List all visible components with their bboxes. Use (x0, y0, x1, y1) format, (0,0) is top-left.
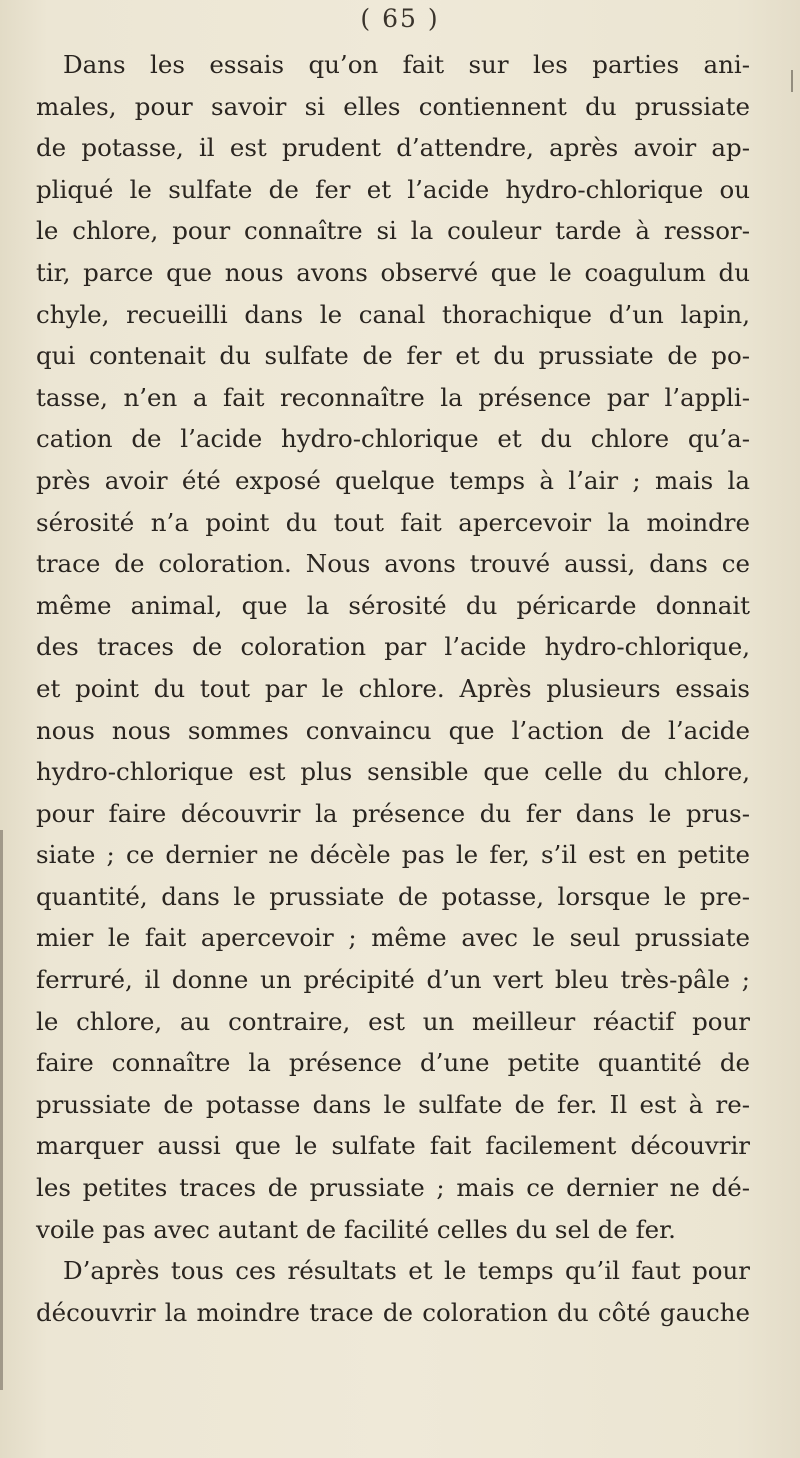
text-line: faire connaître la présence d’une petite quantité de (36, 1048, 750, 1078)
text-line: les petites traces de prussiate ; mais ce dernier ne dé- (36, 1173, 750, 1203)
body-text (36, 44, 750, 1333)
page-number: ( 65 ) (360, 4, 440, 33)
text-line: chyle, recueilli dans le canal thorachique d’un lapin, (36, 299, 750, 329)
text-line: marquer aussi que le sulfate fait facilement découvrir (36, 1131, 750, 1161)
text-line: hydro-chlorique est plus sensible que celle du chlore, (36, 757, 750, 787)
text-line: quantité, dans le prussiate de potasse, lorsque le pre- (36, 881, 750, 911)
text-line: de potasse, il est prudent d’attendre, après avoir ap- (36, 133, 750, 163)
text-line: mier le fait apercevoir ; même avec le seul prussiate (36, 923, 750, 953)
binding-shadow (0, 830, 3, 1390)
text-line: même animal, que la sérosité du péricarde donnait (36, 590, 750, 620)
text-line: ferruré, il donne un précipité d’un vert bleu très-pâle ; (36, 965, 750, 995)
text-line: D’après tous ces résultats et le temps qu’il faut pour (63, 1256, 750, 1286)
text-line: siate ; ce dernier ne décèle pas le fer, s’il est en petite (36, 840, 750, 870)
text-line: tir, parce que nous avons observé que le coagulum du (36, 257, 750, 287)
text-line: près avoir été exposé quelque temps à l’air ; mais la (36, 465, 750, 495)
text-line: trace de coloration. Nous avons trouvé aussi, dans ce (36, 549, 750, 579)
text-line: cation de l’acide hydro-chlorique et du chlore qu’a- (36, 424, 750, 454)
text-line: qui contenait du sulfate de fer et du prussiate de po- (36, 341, 750, 371)
text-line: tasse, n’en a fait reconnaître la présence par l’appli- (36, 382, 750, 412)
page-edge-mark (791, 70, 793, 92)
paragraph (36, 1250, 750, 1333)
text-line: des traces de coloration par l’acide hydro-chlorique, (36, 632, 750, 662)
text-line: pour faire découvrir la présence du fer dans le prus- (36, 798, 750, 828)
text-line: découvrir la moindre trace de coloration du côté gauche (36, 1297, 750, 1327)
text-line: pliqué le sulfate de fer et l’acide hydro-chlorique ou (36, 174, 750, 204)
text-line: et point du tout par le chlore. Après plusieurs essais (36, 673, 750, 703)
text-line: nous nous sommes convaincu que l’action de l’acide (36, 715, 750, 745)
text-line: sérosité n’a point du tout fait apercevoir la moindre (36, 507, 750, 537)
text-line: le chlore, pour connaître si la couleur tarde à ressor- (36, 216, 750, 246)
text-line: voile pas avec autant de facilité celles du sel de fer. (36, 1214, 676, 1244)
text-line: males, pour savoir si elles contiennent du prussiate (36, 91, 750, 121)
text-line: prussiate de potasse dans le sulfate de fer. Il est à re- (36, 1089, 750, 1119)
text-line: le chlore, au contraire, est un meilleur réactif pour (36, 1006, 750, 1036)
paragraph (36, 44, 750, 1250)
text-line: Dans les essais qu’on fait sur les parties ani- (63, 50, 750, 79)
